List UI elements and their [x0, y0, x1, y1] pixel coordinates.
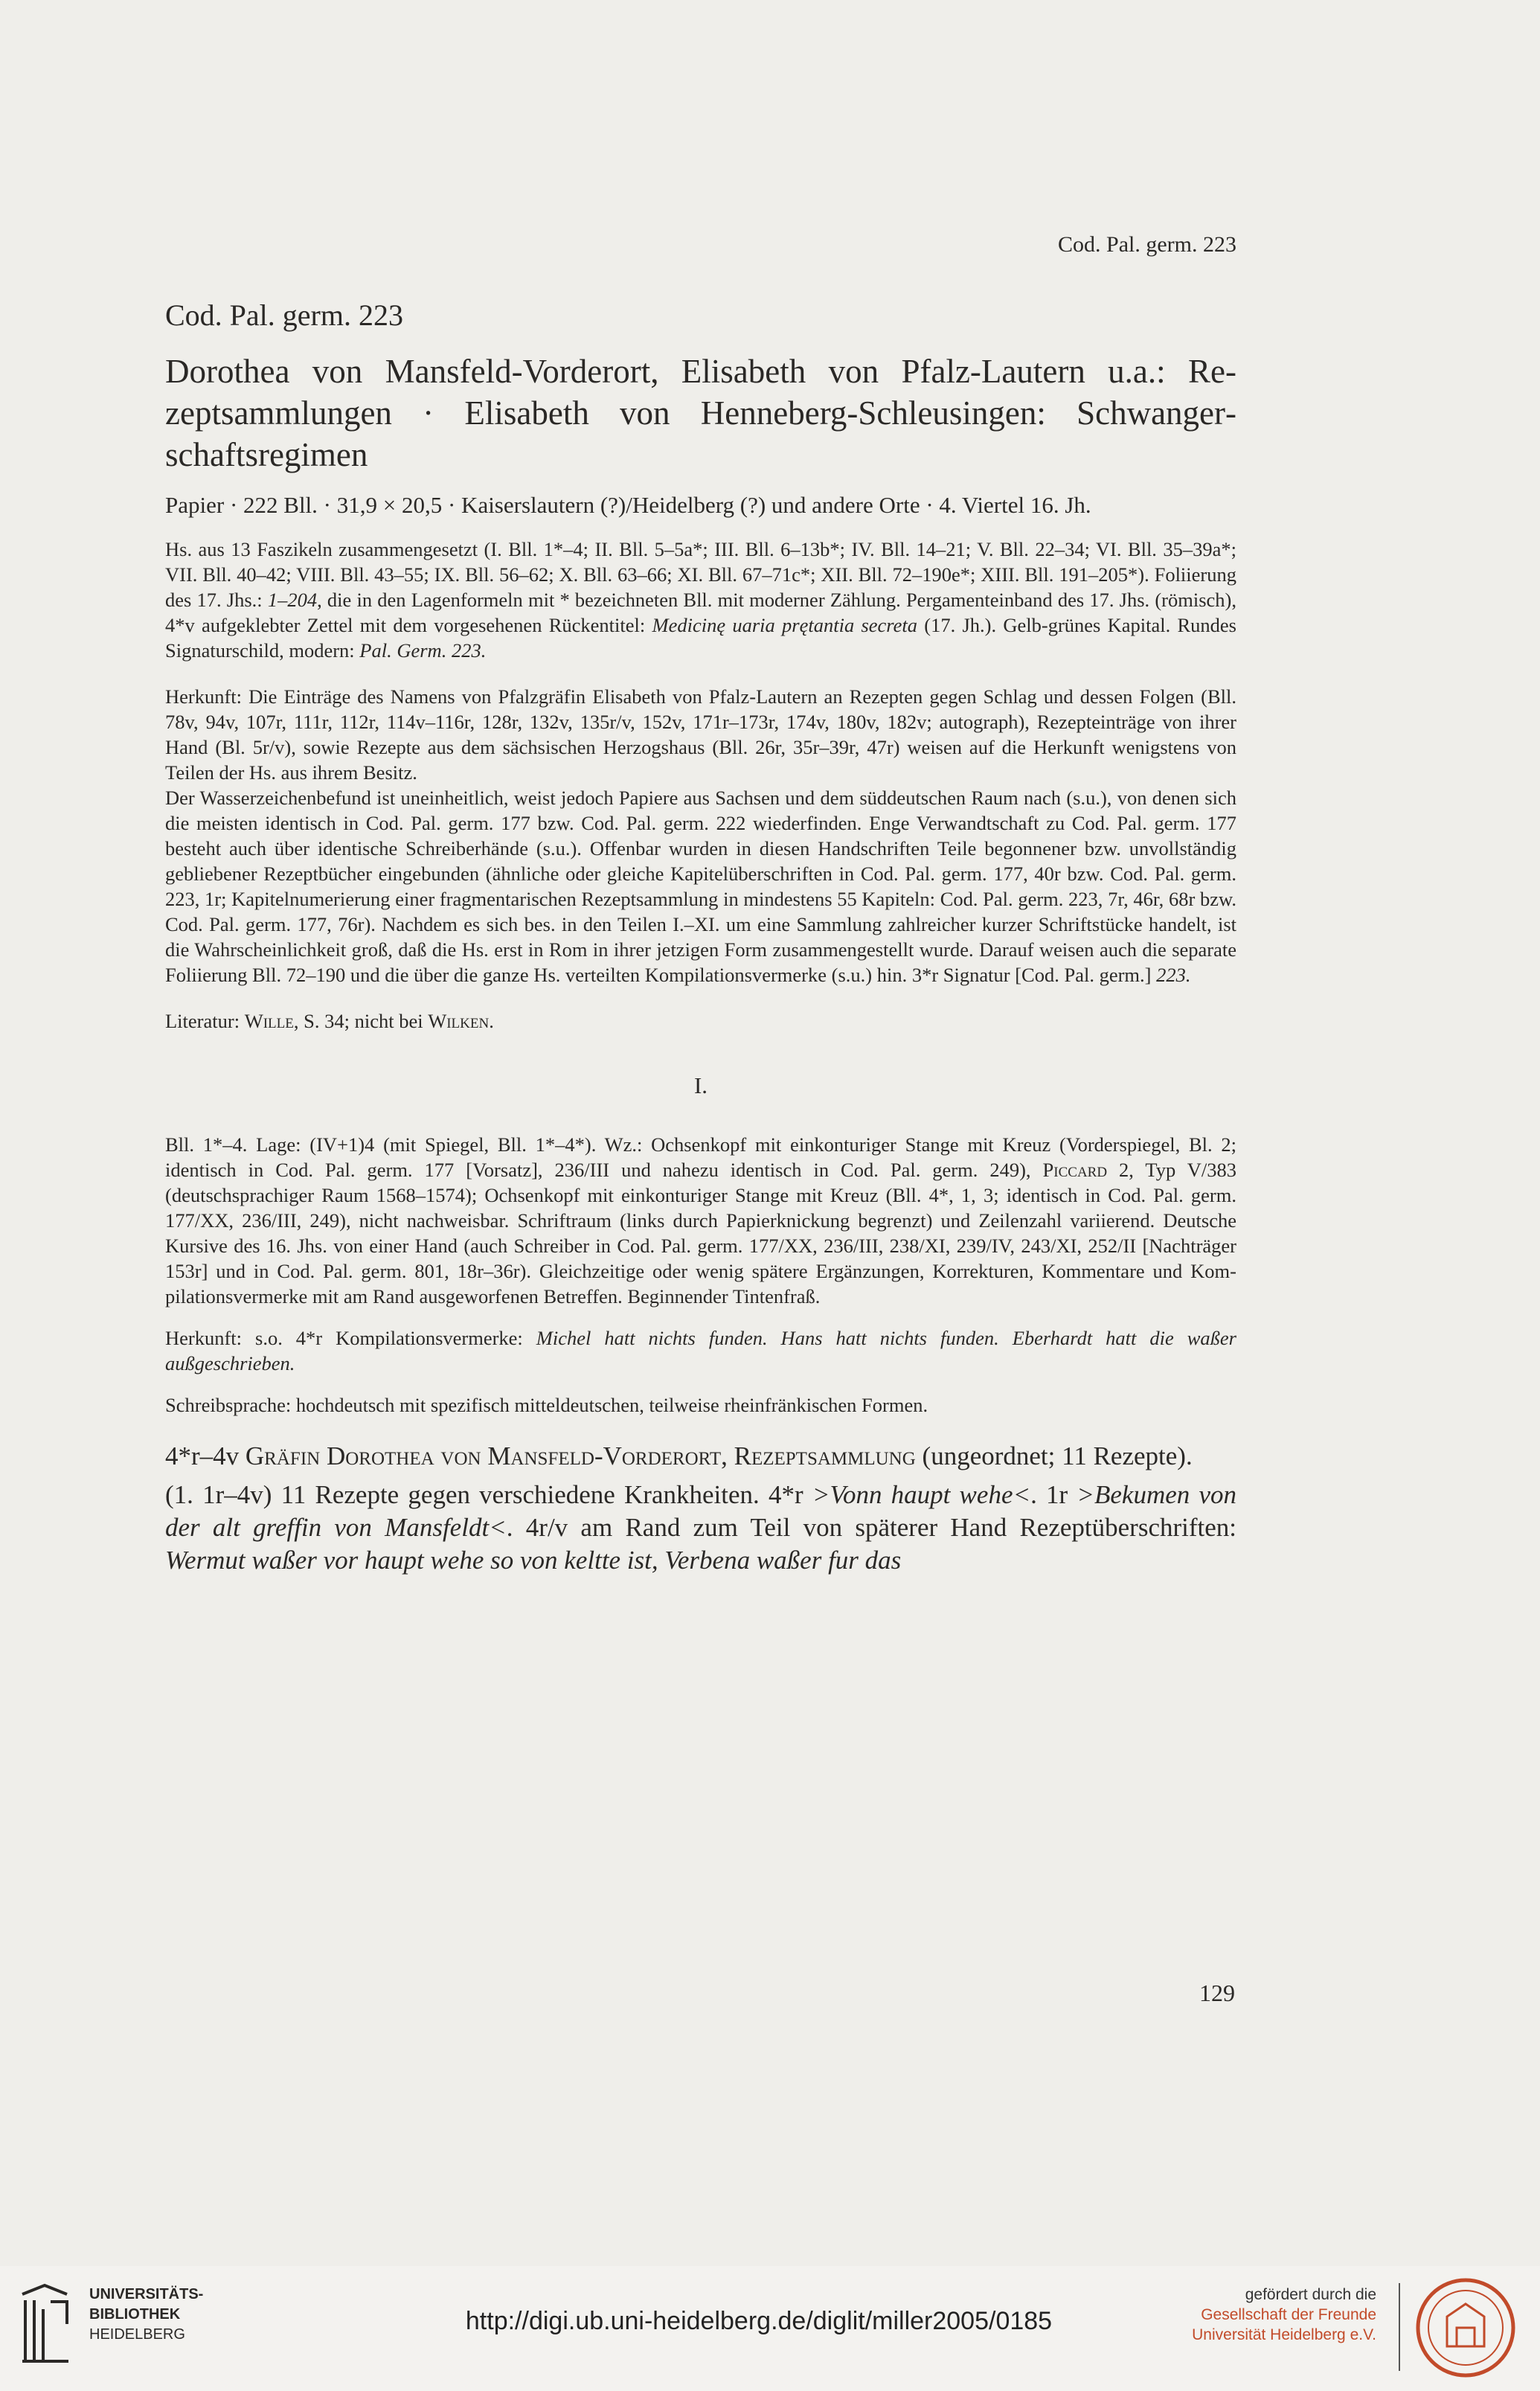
- university-seal-icon: [1414, 2276, 1518, 2380]
- catalog-entry: [165, 298, 1236, 1577]
- sponsor-credit: gefördert durch die Gesellschaft der Freunde Universität Heidelberg e.V.: [1192, 2286, 1376, 2343]
- section-number: I.: [693, 1072, 708, 1098]
- entry-summary: Papier · 222 Bll. · 31,9 × 20,5 · Kaiserslautern (?)/Heidelberg (?) und andere Orte · 4. Viertel 16. Jh.: [165, 492, 1091, 518]
- entry-title: Dorothea von Mansfeld-Vorderort, Elisabeth von Pfalz-Lautern u.a.: Rezeptsammlungen · Elisabeth von Henneberg-Schleusingen: Schwangerschaftsregimen: [165, 353, 1236, 473]
- watermark-paragraph: Der Wasserzeichenbefund ist uneinheitlich, weist jedoch Papiere aus Sachsen und dem süddeutschen Raum nach (s.u.), von denen sich die meisten identisch in Cod. Pal. germ. 177 bzw. Cod. Pal. germ. 222 wiederfinden. Enge Verwandtschaft zu Cod. Pal. germ. 177 besteht auch über identische Schreiberhände (s.u.). Offenbar wurden in diesen Handschriften Teile begonnener bzw. unvollständig gebliebener Rezeptbücher eingebunden (ähnliche oder gleiche Kapitelüberschriften in Cod. Pal. germ. 177, 40r bzw. Cod. Pal. germ. 223, 1r; Kapitelnumerierung einer fragmentarischen Rezeptsammlung in mindestens 55 Kapiteln: Cod. Pal. germ. 223, 7r, 46r, 68r bzw. Cod. Pal. germ. 177, 76r). Nachdem es sich bes. in den Teilen I.–XI. um eine Sammlung zahlreicher kurzer Schriftstücke handelt, ist die Wahrscheinlichkeit groß, daß die Hs. erst in Rom in ihrer jetzigen Form zusammengestellt wurde. Darauf weisen auch die separate Foliierung Bll. 72–190 und die über die ganze Hs. verteilten Kompilationsvermerke (s.u.) hin. 3*r Signatur [Cod. Pal. germ.] 223.: [165, 787, 1236, 986]
- shelfmark: Cod. Pal. germ. 223: [165, 298, 403, 332]
- hs-description: Hs. aus 13 Faszikeln zusammengesetzt (I. Bll. 1*–4; II. Bll. 5–5a*; III. Bll. 6–13b*; IV. Bll. 14–21; V. Bll. 22–34; VI. Bll. 35–39a*; VII. Bll. 40–42; VIII. Bll. 43–55; IX. Bll. 56–62; X. Bll. 63–66; XI. Bll. 67–71c*; XII. Bll. 72–190e*; XIII. Bll. 191–205*). Foliierung des 17. Jhs.: 1–204, die in den Lagenformeln mit * bezeichneten Bll. mit moderner Zählung. Pergamenteinband des 17. Jhs. (römisch), 4*v aufgeklebter Zettel mit dem vorgesehenen Rückentitel: Medicinę uaria prętantia secreta (17. Jh.). Gelb-grünes Kapital. Rundes Signaturschild, modern: Pal. Germ. 223.: [165, 538, 1236, 662]
- page-number: 129: [1199, 1979, 1235, 2006]
- provenance-paragraph: Herkunft: Die Einträge des Namens von Pfalzgräfin Elisabeth von Pfalz-Lautern an Rezepten gegen Schlag und dessen Folgen (Bll. 78v, 94v, 107r, 111r, 112r, 114v–116r, 128r, 132v, 135r/v, 152v, 171r–173r, 174v, 180v, 182v; autograph), Rezepteinträge von ihrer Hand (Bl. 5r/v), sowie Rezepte aus dem sächsischen Herzogshaus (Bll. 26r, 35r–39r, 47r) weisen auf die Herkunft wenigstens von Teilen der Hs. aus ihrem Besitz.: [165, 685, 1236, 784]
- permalink-url[interactable]: http://digi.ub.uni-heidelberg.de/diglit/miller2005/0185: [465, 2307, 1053, 2335]
- footer-divider: [1399, 2283, 1400, 2371]
- item-body: (1. 1r–4v) 11 Rezepte gegen verschiedene Krankheiten. 4*r >Vonn haupt wehe<. 1r >Bekumen von der alt greffin von Mansfeldt<. 4r/v am Rand zum Teil von späterer Hand Rezeptüberschriften: Wermut waßer vor haupt wehe so von keltte ist, Verbena waßer fur das: [165, 1480, 1236, 1575]
- item-heading: 4*r–4v Gräfin Dorothea von Mansfeld-Vorderort, Rezeptsammlung (ungeordnet; 11 Rezepte).: [165, 1441, 1193, 1470]
- running-head: Cod. Pal. germ. 223: [1058, 232, 1236, 257]
- library-name: UNIVERSITÄTS- BIBLIOTHEK HEIDELBERG: [89, 2286, 204, 2343]
- language-note: Schreibsprache: hochdeutsch mit spezifisch mitteldeutschen, teilweise rheinfränkischen Formen.: [165, 1394, 928, 1416]
- literature-line: Literatur: Wille, S. 34; nicht bei Wilken.: [165, 1010, 494, 1032]
- library-logo-icon: [15, 2279, 74, 2369]
- quire-description: Bll. 1*–4. Lage: (IV+1)4 (mit Spiegel, Bll. 1*–4*). Wz.: Ochsenkopf mit einkonturiger Stange mit Kreuz (Vorderspiegel, Bl. 2; identisch in Cod. Pal. germ. 177 [Vorsatz], 236/III und nahezu identisch in Cod. Pal. germ. 249), Piccard 2, Typ V/383 (deutschsprachiger Raum 1568–1574); Ochsenkopf mit einkonturiger Stange mit Kreuz (Bll. 4*, 1, 3; identisch in Cod. Pal. germ. 177/XX, 236/III, 249), nicht nachweisbar. Schriftraum (links durch Papierknickung begrenzt) und Zeilenzahl variierend. Deutsche Kursive des 16. Jhs. von einer Hand (auch Schreiber in Cod. Pal. germ. 177/XX, 236/III, 238/XI, 239/IV, 243/XI, 252/II [Nachträger 153r] und in Cod. Pal. germ. 801, 18r–36r). Gleichzeitige oder wenig spätere Ergänzungen, Korrekturen, Kommentare und Kompilationsvermerke mit am Rand ausgeworfenen Betreffen. Beginnender Tintenfraß.: [165, 1133, 1236, 1307]
- section-provenance: Herkunft: s.o. 4*r Kompilationsvermerke: Michel hatt nichts funden. Hans hatt nichts funden. Eberhardt hatt die waßer außgeschrieben.: [165, 1327, 1236, 1374]
